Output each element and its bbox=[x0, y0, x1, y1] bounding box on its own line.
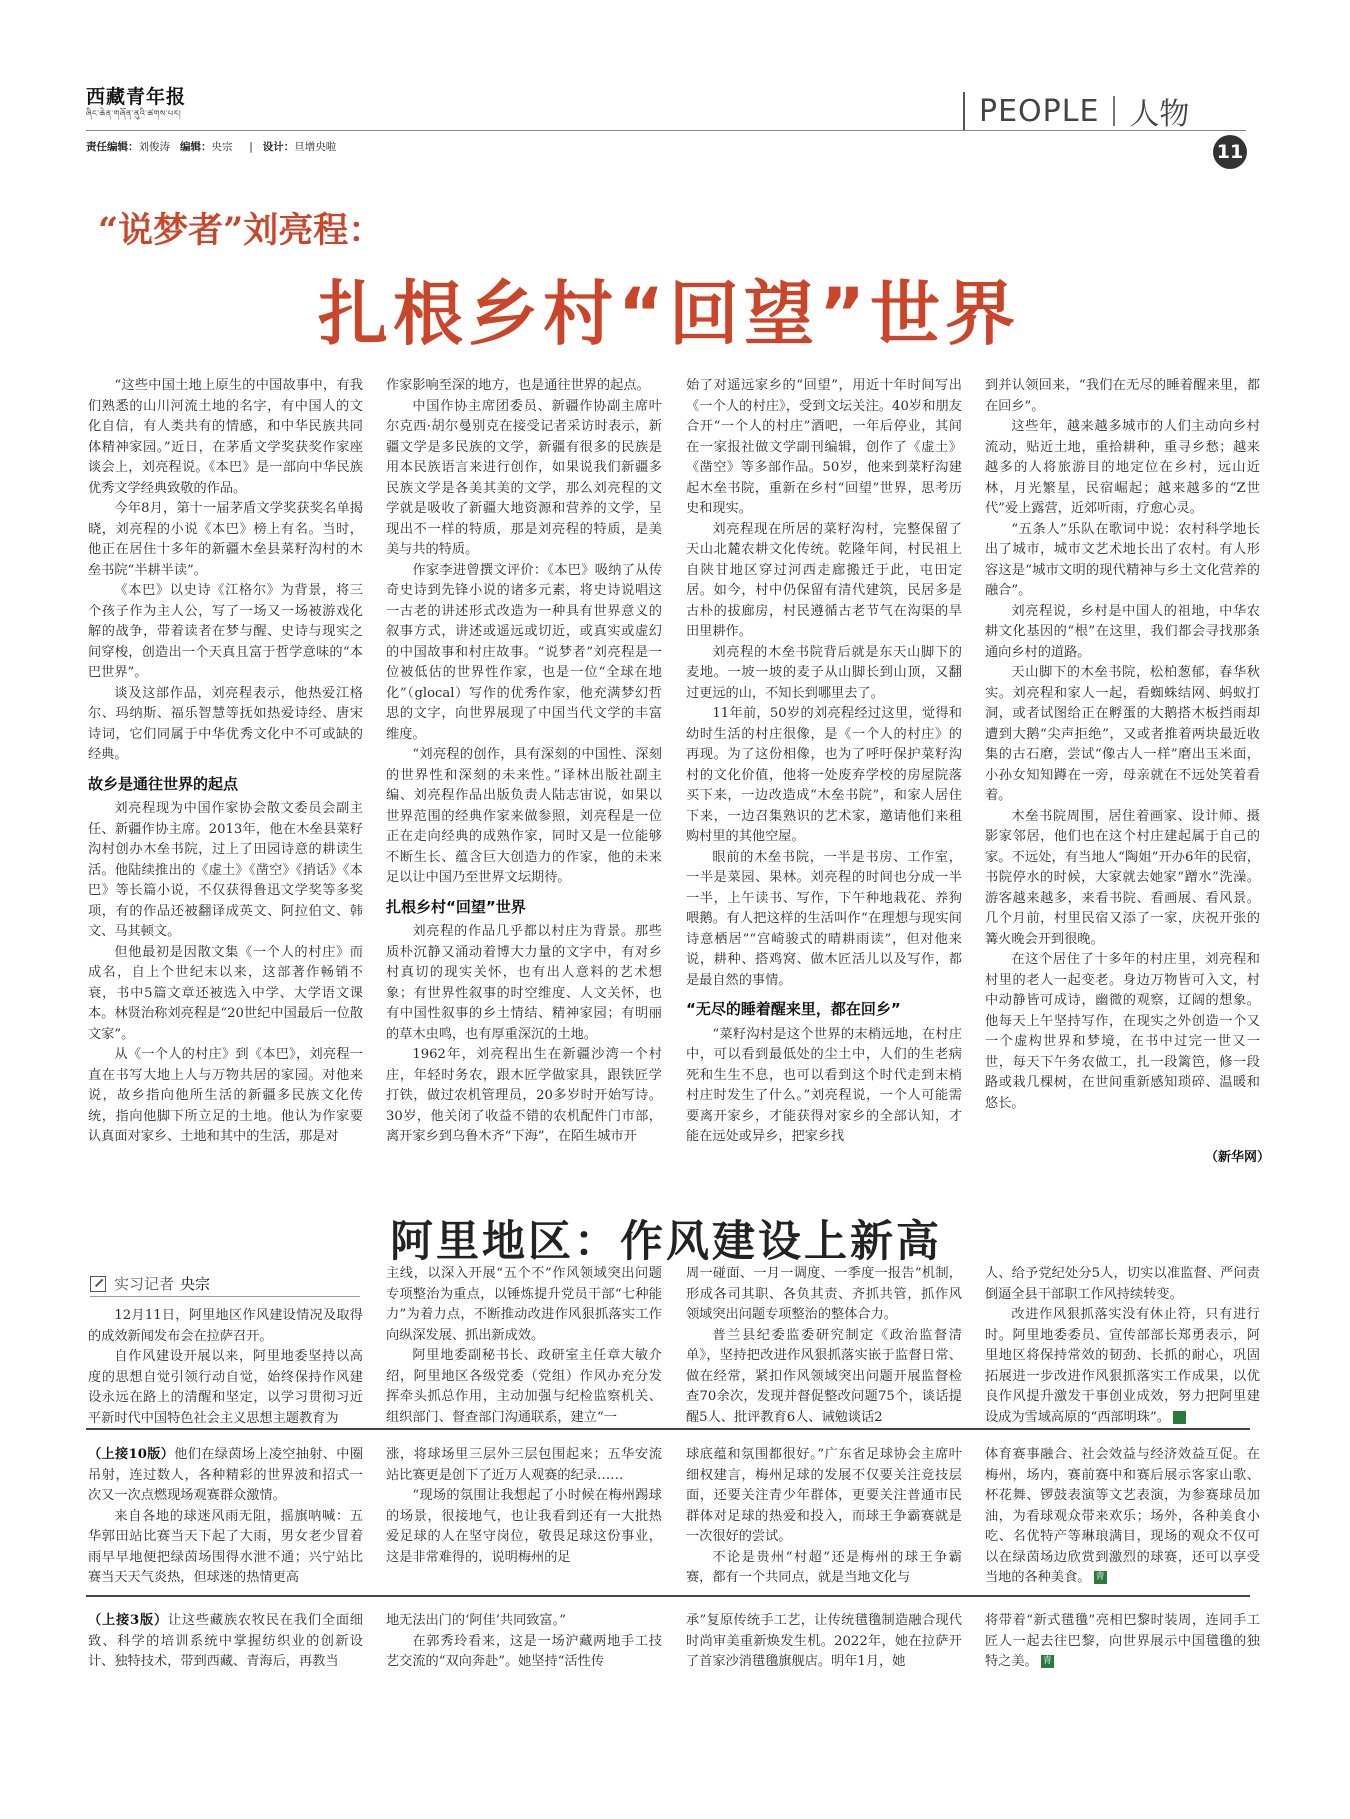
paragraph: 改进作风狠抓落实没有休止符，只有进行时。阿里地委委员、宣传部部长郑勇表示，阿里地区将保持常效的韧劲、长抓的耐心，巩固拓展进一步改进作风狠抓落实工作成果，以优良作风提升激发干事创业成效，努力把阿里建设成为雪域高原的“西部明珠”。 青 bbox=[985, 1307, 1260, 1425]
article1-col1 bbox=[88, 376, 363, 1148]
section-english: PEOPLE bbox=[979, 93, 1100, 129]
paragraph: 将带着“新式氆氇”亮相巴黎时装周，连同手工匠人一起去往巴黎，向世界展示中国氆氇的独特之美。 青 bbox=[985, 1613, 1260, 1669]
section-header bbox=[963, 90, 1189, 132]
paragraph: 在这个居住了十多年的村庄里，刘亮程和村里的老人一起变老。身边万物皆可入文，村中动静皆可成诗，幽微的观察，辽阔的想象。他每天上午坚持写作，在现实之外创造一个又一个虚构世界和梦境，在书中过完一世又一世，每天下午务农做工，扎一段篱笆，修一段路或栽几棵树，在世间重新感知琐碎、温暖和悠长。 bbox=[985, 952, 1260, 1111]
continued1-col2 bbox=[386, 1445, 662, 1568]
paragraph: （上接10版）他们在绿茵场上凌空抽射、中圈吊射，连过数人，各种精彩的世界波和招式一次又一次点燃现场观赛群众激情。 bbox=[88, 1447, 364, 1503]
continued2-col4 bbox=[985, 1611, 1260, 1673]
article1-col4 bbox=[985, 376, 1260, 1114]
continued-marker: （上接3版） bbox=[88, 1613, 168, 1628]
paragraph: 承”复原传统手工艺，让传统氆氇制造融合现代时尚审美重新焕发生机。2022年，她在拉萨开了首家沙消氆氇旗舰店。明年1月，她 bbox=[686, 1613, 962, 1669]
section-chinese: 人物 bbox=[1129, 97, 1190, 132]
paragraph: 作家影响至深的地方，也是通往世界的起点。 bbox=[386, 378, 650, 393]
paragraph: “现场的氛围让我想起了小时候在梅州踢球的场景，很接地气，也让我看到还有一大批热爱足球的人在坚守岗位，敬畏足球这份事业，这是非常难得的，说明梅州的足 bbox=[386, 1488, 662, 1565]
paragraph: 人、给予党纪处分5人，切实以准监督、严问责倒逼全县干部职工作风持续转变。 bbox=[985, 1266, 1260, 1302]
divider-2 bbox=[86, 1595, 1250, 1597]
paragraph: 《本巴》以史诗《江格尔》为背景，将三个孩子作为主人公，写了一场又一场被游戏化解的战争，带着读者在梦与醒、史诗与现实之间穿梭，创造出一个天真且富于哲学意味的“本巴世界”。 bbox=[88, 583, 363, 680]
paragraph: 始了对遥远家乡的“回望”，用近十年时间写出《一个人的村庄》，受到文坛关注。40岁和朋友合开“一个人的村庄”酒吧，一年后停业，其间在一家报社做文学副刊编辑，创作了《虚土》《凿空》等多部作品。50岁，他来到菜籽沟建起木垒书院，重新在乡村“回望”世界，思考历史和现实。 bbox=[686, 378, 962, 516]
continued-marker: （上接10版） bbox=[88, 1447, 175, 1462]
paragraph: 地无法出门的‘阿佳’共同致富。” bbox=[386, 1613, 566, 1628]
divider-1 bbox=[86, 1428, 1250, 1430]
paragraph: 1962年，刘亮程出生在新疆沙湾一个村庄，年轻时务农，跟木匠学做家具，跟铁匠学打铁，做过农机管理员，20多岁时开始写诗。30岁，他关闭了收益不错的农机配件门市部，离开家乡到乌鲁木齐“下海”，在陌生城市开 bbox=[386, 1047, 662, 1144]
paragraph: 刘亮程现为中国作家协会散文委员会副主任、新疆作协主席。2013年，他在木垒县菜籽沟村创办木垒书院，过上了田园诗意的耕读生活。他陆续推出的《虚土》《凿空》《捎话》《本巴》等长篇小说，不仅获得鲁迅文学奖等多奖项，有的作品还被翻译成英文、阿拉伯文、韩文、马其顿文。 bbox=[88, 801, 363, 939]
paragraph: 自作风建设开展以来，阿里地委坚持以高度的思想自觉引领行动自觉，始终保持作风建设永远在路上的清醒和坚定，以学习贯彻习近平新时代中国特色社会主义思想主题教育为 bbox=[88, 1349, 363, 1426]
end-mark-icon: 青 bbox=[1042, 1656, 1052, 1666]
subheading: 扎根乡村“回望”世界 bbox=[386, 897, 526, 916]
continued1-col3 bbox=[686, 1445, 962, 1589]
pen-icon bbox=[90, 1276, 106, 1292]
paragraph: 从《一个人的村庄》到《本巴》，刘亮程一直在书写大地上人与万物共居的家园。对他来说，故乡指向他所生活的新疆多民族文化传统，指向他脚下所立足的土地。他认为作家要认真面对家乡、土地和其中的生活，那是对 bbox=[88, 1047, 363, 1144]
article2-col4 bbox=[985, 1264, 1260, 1428]
paragraph: “刘亮程的创作，具有深刻的中国性、深刻的世界性和深刻的未来性。”译林出版社副主编、刘亮程作品出版负责人陆志宙说，如果以世界范围的经典作家来做参照，刘亮程是一位正在走向经典的成熟作家，同时又是一位能够不断生长、蕴含巨大创造力的作家，他的未来足以让中国乃至世界文坛期待。 bbox=[386, 747, 662, 885]
paragraph: 但他最初是因散文集《一个人的村庄》而成名，自上个世纪末以来，这部著作畅销不衰，书中5篇文章还被选入中学、大学语文课本。林贤治称刘亮程是“20世纪中国最后一位散文家”。 bbox=[88, 944, 363, 1042]
paragraph: 普兰县纪委监委研究制定《政治监督清单》，坚持把改进作风狠抓落实嵌于监督日常、做在经常，紧扣作风领域突出问题开展监督检查70余次，发现并督促整改问题75个，谈话提醒5人、批评教育6人、诫勉谈话2 bbox=[686, 1327, 962, 1425]
paragraph: 刘亮程现在所居的菜籽沟村，完整保留了天山北麓农耕文化传统。乾隆年间，村民祖上自陕甘地区穿过河西走廊搬迁于此，屯田定居。如今，村中仍保留有清代建筑，民居多是古朴的拔廊房，村民遵循古老节气在沟渠的旱田里耕作。 bbox=[686, 521, 962, 639]
paragraph: 不论是贵州“村超”还是梅州的球王争霸赛，都有一个共同点，就是当地文化与 bbox=[686, 1549, 962, 1585]
masthead-tibetan: ཞིང་ཆེན་གཞོན་ནུའི་ཚགས་པར། bbox=[86, 109, 182, 118]
paragraph: 球底蕴和氛围都很好。”广东省足球协会主席叶细权建言，梅州足球的发展不仅要关注竞技层面，还要关注青少年群体，更要关注普通市民群体对足球的热爱和投入，而球王争霸赛就是一次很好的尝试。 bbox=[686, 1447, 962, 1544]
article2-col1 bbox=[88, 1306, 363, 1429]
credits-line: 责任编辑：刘俊涛 编辑：央宗 | 设计：旦增央啦 bbox=[86, 141, 337, 153]
continued1-col4 bbox=[985, 1445, 1260, 1589]
article-kicker: “说梦者”刘亮程： bbox=[98, 210, 384, 251]
paragraph: “五条人”乐队在歌词中说：农村科学地长出了城市，城市文艺术地长出了农村。有人形容这是“城市文明的现代精神与乡土文化营养的融合”。 bbox=[985, 521, 1260, 598]
continued2-col3 bbox=[686, 1611, 962, 1673]
article1-col3 bbox=[686, 376, 962, 1148]
article-headline: 扎根乡村“回望”世界 bbox=[318, 273, 1021, 355]
paragraph: （上接3版）让这些藏族农牧民在我们全面细致、科学的培训系统中掌握纺织业的创新设计、独特技术，带到西藏、青海后，再教当 bbox=[88, 1613, 363, 1669]
paragraph: 今年8月，第十一届茅盾文学奖获奖名单揭晓，刘亮程的小说《本巴》榜上有名。当时，他正在居住十多年的新疆木垒县菜籽沟村的木垒书院“半耕半读”。 bbox=[88, 501, 363, 578]
continued1-col1 bbox=[88, 1445, 363, 1589]
article2-col3 bbox=[686, 1264, 962, 1428]
article1-col2 bbox=[386, 376, 662, 1148]
subheading: “无尽的睡着醒来里，都在回乡” bbox=[686, 1000, 901, 1018]
paragraph: 作家李进曾撰文评价：《本巴》吸纳了从传奇史诗到先锋小说的诸多元素，将史诗说唱这一古老的讲述形式改造为一种具有世界意义的叙事方式，讲述或遥远或切近，或真实或虚幻的中国故事和村庄故事。“说梦者”刘亮程是一位被低估的世界性作家，也是一位“全球在地化”（glocal）写作的优秀作家，他充满梦幻哲思的文字，向世界展现了中国当代文学的丰富维度。 bbox=[386, 562, 662, 742]
paragraph: 刘亮程说，乡村是中国人的祖地，中华农耕文化基因的“根”在这里，我们都会寻找那条通向乡村的道路。 bbox=[985, 603, 1260, 660]
paragraph: 阿里地委副秘书长、政研室主任章大敏介绍，阿里地区各级党委（党组）作风办充分发挥牵头抓总作用，主动加强与纪检监察机关、组织部门、督查部门沟通联系，建立“一 bbox=[386, 1348, 662, 1425]
paragraph: “菜籽沟村是这个世界的末梢远地，在村庄中，可以看到最低处的尘土中，人们的生老病死和生生不息，也可以看到这个时代走到末梢村庄时发生了什么。”刘亮程说，一个人可能需要离开家乡，才能获得对家乡的全部认知，才能在远处或异乡，把家乡找 bbox=[686, 1026, 962, 1144]
byline-rule bbox=[90, 1296, 360, 1297]
paragraph: 眼前的木垒书院，一半是书房、工作室，一半是菜园、果林。刘亮程的时间也分成一半一半，上午读书、写作，下午种地栽花、养狗喂鹅。有人把这样的生活叫作“在理想与现实间诗意栖居”“宫崎骏式的晴耕雨读”，但对他来说，耕种、搭鸡窝、做木匠活儿以及写作，都是最自然的事情。 bbox=[686, 849, 962, 988]
paragraph: 谈及这部作品，刘亮程表示，他热爱江格尔、玛纳斯、福乐智慧等抚如热爱诗经、唐宋诗词，它们同属于中华优秀文化中不可或缺的经典。 bbox=[88, 685, 363, 762]
continued2-col2 bbox=[386, 1611, 662, 1673]
paragraph: 刘亮程的作品几乎都以村庄为背景。那些质朴沉静又涌动着博大力量的文字中，有对乡村真切的现实关怀，也有出人意料的艺术想象；有世界性叙事的时空维度、人文关怀，也有中国性叙事的乡土情结、精神家园；有明丽的草木虫鸣，也有厚重深沉的土地。 bbox=[386, 924, 662, 1042]
paragraph: 天山脚下的木垒书院，松柏葱郁，春华秋实。刘亮程和家人一起，看蜘蛛结网、蚂蚁打洞，或者试图给正在孵蛋的大鹅搭木板挡雨却遭到大鹅“尖声拒绝”，又或者推着两块最近收集的古石磨，尝试“像古人一样”磨出玉米面，小孙女知知蹲在一旁，母亲就在不远处笑着看着。 bbox=[985, 665, 1260, 803]
paragraph: 到并认领回来，“我们在无尽的睡着醒来里，都在回乡”。 bbox=[985, 378, 1260, 414]
article2-headline: 阿里地区：作风建设上新高 bbox=[390, 1217, 942, 1267]
paragraph: 这些年，越来越多城市的人们主动向乡村流动，贴近土地，重拾耕种，重寻乡愁；越来越多的人将旅游目的地定位在乡村，远山近林，月光繁星，民宿崛起；越来越多的“Z世代”爱上露营，近郊听雨，疗愈心灵。 bbox=[985, 419, 1260, 516]
paragraph: 周一碰面、一月一调度、一季度一报告”机制，形成各司其职、各负其责、齐抓共管，抓作风领域突出问题专项整治的整体合力。 bbox=[686, 1266, 962, 1322]
paragraph: 主线，以深入开展“五个不”作风领域突出问题专项整治为重点，以锤炼提升党员干部“七种能力”为着力点，不断推动改进作风狠抓落实工作向纵深发展、抓出新成效。 bbox=[386, 1266, 662, 1343]
paragraph: 12月11日，阿里地区作风建设情况及取得的成效新闻发布会在拉萨召开。 bbox=[88, 1308, 363, 1344]
page-number: 11 bbox=[1213, 135, 1247, 169]
paragraph: 体育赛事融合、社会效益与经济效益互促。在梅州，场内，赛前赛中和赛后展示客家山歌、杯花舞、锣鼓表演等文艺表演，为参赛球员加油，为看球观众带来欢乐；场外，各种美食小吃、名优特产等琳琅满目，现场的观众不仅可以在绿茵场边欣赏到激烈的球赛，还可以享受当地的各种美食。 青 bbox=[985, 1447, 1260, 1585]
paragraph: 11年前，50岁的刘亮程经过这里，觉得和幼时生活的村庄很像，是《一个人的村庄》的再现。为了这份相像，也为了呼吁保护菜籽沟村的文化价值，他将一处废弃学校的房屋院落买下来，一边改造成“木垒书院”，和家人居住下来，一边召集熟识的艺术家，邀请他们来租购村里的其他空屋。 bbox=[686, 706, 962, 844]
end-mark-icon: 青 bbox=[1173, 1411, 1186, 1424]
article2-byline: 实习记者 央宗 bbox=[90, 1273, 210, 1294]
paragraph: 涨，将球场里三层外三层包围起来；五华安流站比赛更是创下了近万人观赛的纪录…… bbox=[386, 1447, 662, 1483]
article2-col2 bbox=[386, 1264, 662, 1428]
article-source: （新华网） bbox=[1205, 1150, 1271, 1165]
subheading: 故乡是通往世界的起点 bbox=[88, 774, 239, 793]
continued2-col1 bbox=[88, 1611, 363, 1673]
paragraph: 来自各地的球迷风雨无阻，摇旗呐喊：五华郭田站比赛当天下起了大雨，男女老少冒着雨早早地便把绿茵场围得水泄不通；兴宁站比赛当天天气炎热，但球迷的热情更高 bbox=[88, 1508, 363, 1585]
masthead-title: 西藏青年报 bbox=[86, 86, 187, 108]
paragraph: “这些中国土地上原生的中国故事中，有我们熟悉的山川河流土地的名字，有中国人的文化自信，有人类共有的情感，和中华民族共同体精神家园。”近日，在茅盾文学奖获奖作家座谈会上，刘亮程说。《本巴》是一部向中华民族优秀文学经典致敬的作品。 bbox=[88, 378, 363, 496]
end-mark-icon: 青 bbox=[1095, 1572, 1105, 1582]
paragraph: 刘亮程的木垒书院背后就是东天山脚下的麦地。一坡一坡的麦子从山脚长到山顶，又翻过更远的山，不知长到哪里去了。 bbox=[686, 644, 962, 701]
paragraph: 木垒书院周围，居住着画家、设计师、摄影家邻居，他们也在这个村庄建起属于自己的家。不远处，有当地人“陶姐”开办6年的民宿，书院停水的时候，大家就去她家“蹭水”洗澡。游客越来越多，来看书院、看画展、看风景。几个月前，村里民宿又添了一家，庆祝开张的篝火晚会开到很晚。 bbox=[985, 808, 1260, 947]
paragraph: 中国作协主席团委员、新疆作协副主席叶尔克西·胡尔曼别克在接受记者采访时表示，新疆文学是多民族的文学，新疆有很多的民族是用本民族语言来进行创作，如果说我们新疆多民族文学是各美其美的文学，那么刘亮程的文学就是吸收了新疆大地资源和营养的文学，呈现出不一样的特质，那是刘亮程的特质，是美美与共的特质。 bbox=[386, 398, 662, 557]
paragraph: 在郭秀玲看来，这是一场沪藏两地手工技艺交流的“双向奔赴”。她坚持“活性传 bbox=[386, 1633, 662, 1669]
